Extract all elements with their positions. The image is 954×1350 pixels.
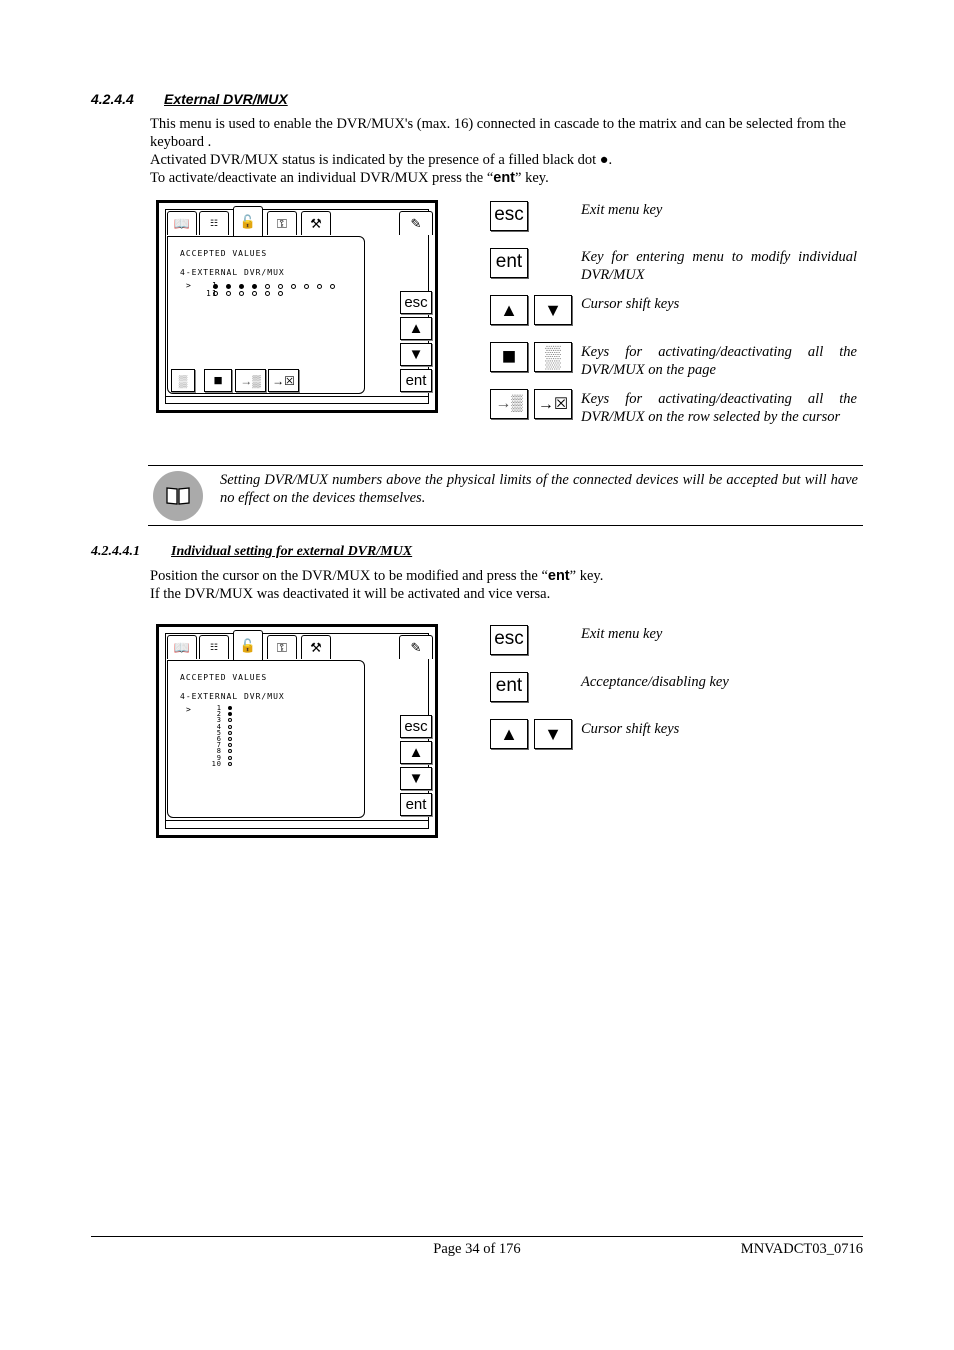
- status-dot: [265, 284, 270, 289]
- subsection-title: Individual setting for external DVR/MUX: [171, 544, 413, 559]
- status-dot: [228, 743, 232, 747]
- down-screen-button[interactable]: ▼: [400, 343, 432, 366]
- dvr-number: 2: [216, 710, 222, 719]
- status-dot: [228, 712, 232, 716]
- page-number: Page 34 of 176: [433, 1241, 521, 1257]
- footer-rule: [91, 1236, 863, 1237]
- esc-screen-button[interactable]: esc: [400, 291, 432, 314]
- edit-icon[interactable]: ✎: [399, 211, 433, 235]
- panel-line-2: 4-EXTERNAL DVR/MUX: [180, 692, 285, 701]
- sub-intro-paragraph: [150, 567, 865, 603]
- up-screen-button[interactable]: ▲: [400, 317, 432, 340]
- ent-key-ref-2: ent: [547, 568, 570, 584]
- intro-line-1: This menu is used to enable the DVR/MUX's (max. 16) connected in cascade to the matrix and can be selected from the keyboard .: [150, 116, 846, 150]
- status-dot: [228, 706, 232, 710]
- esc-screen-button[interactable]: esc: [400, 715, 432, 738]
- cursor-marker: >: [186, 281, 192, 290]
- legend-exit-text: Exit menu key: [581, 202, 663, 218]
- ent-key[interactable]: ent: [490, 672, 528, 702]
- ent-key[interactable]: ent: [490, 248, 528, 278]
- subsection-number: 4.2.4.4.1: [91, 544, 140, 559]
- ent-key-ref: ent: [493, 170, 516, 186]
- sub-intro-line-1: Position the cursor on the DVR/MUX to be modified and press the “ent” key.: [150, 568, 604, 584]
- status-dot: [228, 749, 232, 753]
- document-code: MNVADCT03_0716: [740, 1241, 863, 1257]
- up-screen-button[interactable]: ▲: [400, 741, 432, 764]
- status-dot: [304, 284, 309, 289]
- activate-page-key[interactable]: ■: [490, 342, 528, 372]
- status-dot: [265, 291, 270, 296]
- arrow-up-key[interactable]: ▲: [490, 719, 528, 749]
- status-dot: [228, 718, 232, 722]
- ent-screen-button[interactable]: ent: [400, 369, 432, 392]
- ent-screen-button[interactable]: ent: [400, 793, 432, 816]
- arrow-down-key[interactable]: ▼: [534, 295, 572, 325]
- panel-line-1: ACCEPTED VALUES: [180, 249, 268, 258]
- tools-icon[interactable]: ⚒: [301, 635, 331, 659]
- dvr-number: 9: [216, 753, 222, 762]
- legend-cursor-text: Cursor shift keys: [581, 296, 680, 312]
- arrow-up-key[interactable]: ▲: [490, 295, 528, 325]
- esc-key[interactable]: esc: [490, 625, 528, 655]
- status-dot: [228, 762, 232, 766]
- lcd-screen-individual: [156, 624, 438, 838]
- legend-row-text: Keys for activating/deactivating all the DVR/MUX on the row selected by the cursor: [581, 391, 857, 425]
- values-panel: [167, 236, 365, 394]
- activate-row-key[interactable]: →▒: [490, 389, 528, 419]
- network-icon[interactable]: ☷: [199, 635, 229, 659]
- deactivate-row-key[interactable]: →☒: [534, 389, 572, 419]
- book-icon[interactable]: 📖: [167, 635, 197, 659]
- status-dot: [278, 291, 283, 296]
- status-dot: [228, 731, 232, 735]
- network-icon[interactable]: ☷: [199, 211, 229, 235]
- section-number: 4.2.4.4: [91, 91, 134, 107]
- status-dot: [330, 284, 335, 289]
- dvr-number: 10: [211, 759, 222, 768]
- screen-status-line: [165, 396, 429, 397]
- lcd-screen-page: [156, 200, 438, 413]
- panel-line-2: 4-EXTERNAL DVR/MUX: [180, 268, 285, 277]
- legend-accept-text: Acceptance/disabling key: [581, 674, 729, 690]
- arrow-down-key[interactable]: ▼: [534, 719, 572, 749]
- status-dot: [228, 756, 232, 760]
- status-dot: [226, 291, 231, 296]
- dvr-number: 5: [216, 728, 222, 737]
- status-dot: [252, 284, 257, 289]
- status-dot: [228, 737, 232, 741]
- status-dot: [317, 284, 322, 289]
- deactivate-page-screen-button[interactable]: ▒: [171, 369, 195, 392]
- status-dot: [291, 284, 296, 289]
- intro-paragraph: [150, 115, 865, 187]
- deactivate-row-screen-button[interactable]: →☒: [268, 369, 299, 392]
- panel-line-1: ACCEPTED VALUES: [180, 673, 268, 682]
- note-bottom-rule: [148, 525, 863, 526]
- section-heading: [91, 91, 288, 107]
- dvr-number: 3: [216, 716, 222, 725]
- legend-cursor-text: Cursor shift keys: [581, 721, 680, 737]
- dvr-number: 1: [216, 704, 222, 712]
- esc-key[interactable]: esc: [490, 201, 528, 231]
- screen-status-line: [165, 820, 429, 821]
- edit-icon[interactable]: ✎: [399, 635, 433, 659]
- status-dot: [228, 725, 232, 729]
- activate-page-screen-button[interactable]: ■: [204, 369, 232, 392]
- dvr-number: 6: [216, 735, 222, 743]
- intro-line-3: To activate/deactivate an individual DVR/MUX press the “ent” key.: [150, 170, 549, 186]
- subsection-heading: [91, 544, 412, 560]
- status-dot: [213, 284, 218, 289]
- status-dot: [252, 291, 257, 296]
- dvr-number: 7: [216, 741, 222, 750]
- down-screen-button[interactable]: ▼: [400, 767, 432, 790]
- legend-exit-text: Exit menu key: [581, 626, 663, 642]
- status-dot: [213, 291, 218, 296]
- padlock-icon[interactable]: 🔓: [233, 206, 263, 236]
- status-dot: [226, 284, 231, 289]
- intro-line-2: Activated DVR/MUX status is indicated by the presence of a filled black dot ●.: [150, 152, 613, 168]
- dvr-number: 4: [216, 722, 222, 731]
- dvr-number: 8: [216, 747, 222, 756]
- sub-intro-line-2: If the DVR/MUX was deactivated it will be activated and vice versa.: [150, 586, 551, 602]
- legend-page-text: Keys for activating/deactivating all the DVR/MUX on the page: [581, 344, 857, 378]
- book-icon[interactable]: 📖: [167, 211, 197, 235]
- tools-icon[interactable]: ⚒: [301, 211, 331, 235]
- status-dot: [239, 291, 244, 296]
- status-dot: [278, 284, 283, 289]
- key-icon[interactable]: ⚿: [267, 635, 297, 659]
- section-title: External DVR/MUX: [164, 91, 288, 107]
- activate-row-screen-button[interactable]: →▒: [235, 369, 266, 392]
- note-top-rule: [148, 465, 863, 466]
- deactivate-page-key[interactable]: ▒: [534, 342, 572, 372]
- status-dot: [239, 284, 244, 289]
- book-note-icon: [153, 471, 203, 521]
- note-text: Setting DVR/MUX numbers above the physical limits of the connected devices will be accepted but will have no effect on the devices themselves.: [220, 472, 858, 506]
- cursor-marker: >: [186, 705, 192, 714]
- bottom-row-number: 11: [206, 289, 218, 298]
- padlock-icon[interactable]: 🔓: [233, 630, 263, 660]
- legend-enter-text: Key for entering menu to modify individual DVR/MUX: [581, 249, 857, 283]
- values-panel: [167, 660, 365, 818]
- key-icon[interactable]: ⚿: [267, 211, 297, 235]
